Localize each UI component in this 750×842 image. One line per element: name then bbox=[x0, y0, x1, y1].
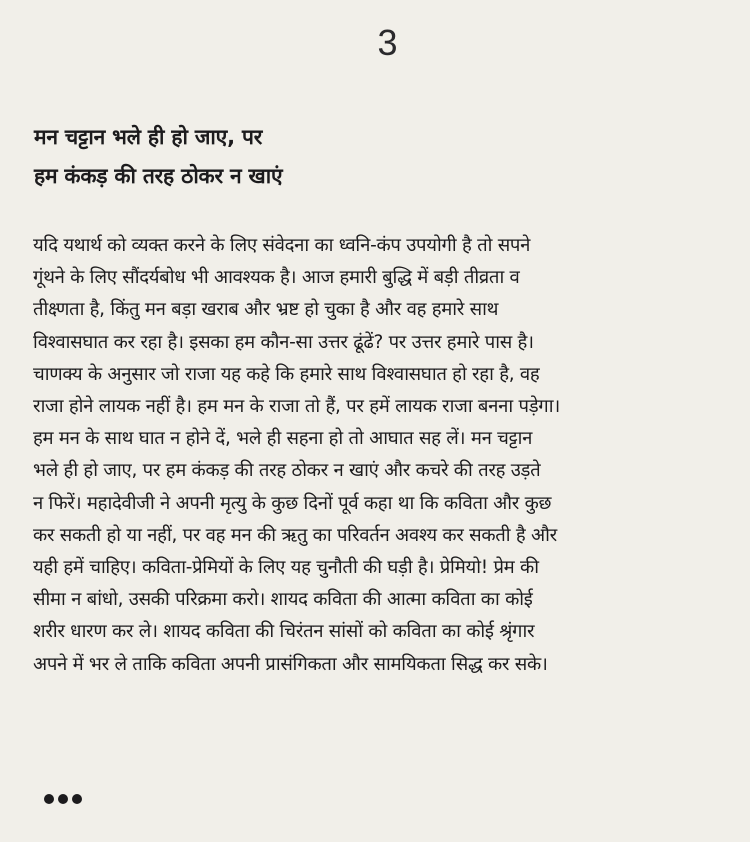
paragraph-line: गूंथने के लिए सौंदर्यबोध भी आवश्यक है। आज हमारी बुद्धि में बड़ी तीव्रता व bbox=[33, 267, 520, 289]
paragraph-line: राजा होने लायक नहीं है। हम मन के राजा तो हैं, पर हमें लायक राजा बनना पड़ेगा। bbox=[33, 396, 560, 418]
paragraph-line: तीक्ष्णता है, किंतु मन बड़ा खराब और भ्रष्ट हो चुका है और वह हमारे साथ bbox=[33, 299, 499, 321]
paragraph-line: कर सकती हो या नहीं, पर वह मन की ऋतु का परिवर्तन अवश्य कर सकती है और bbox=[33, 524, 557, 546]
paragraph-line: हम मन के साथ घात न होने दें, भले ही सहना हो तो आघात सह लें। मन चट्टान bbox=[33, 428, 533, 450]
heading-line: हम कंकड़ की तरह ठोकर न खाएं bbox=[34, 164, 283, 188]
paragraph-line: सीमा न बांधो, उसकी परिक्रमा करो। शायद कविता की आत्मा कविता का कोई bbox=[33, 589, 533, 611]
paragraph-line: न फिरें। महादेवीजी ने अपनी मृत्यु के कुछ दिनों पूर्व कहा था कि कविता और कुछ bbox=[33, 492, 552, 514]
heading-line: मन चट्टान भले ही हो जाए, पर bbox=[34, 125, 263, 149]
paragraph-line: भले ही हो जाए, पर हम कंकड़ की तरह ठोकर न खाएं और कचरे की तरह उड़ते bbox=[33, 460, 541, 482]
chapter-heading bbox=[34, 118, 734, 196]
dot bbox=[58, 794, 68, 804]
paragraph-line: विश्वासघात कर रहा है। इसका हम कौन-सा उत्तर ढूंढें? पर उत्तर हमारे पास है। bbox=[33, 331, 534, 353]
chapter-number: 3 bbox=[377, 22, 398, 63]
paragraph-line: अपने में भर ले ताकि कविता अपनी प्रासंगिकता और सामयिकता सिद्ध कर सके। bbox=[33, 653, 548, 675]
dot bbox=[44, 794, 54, 804]
three-dots-icon bbox=[44, 794, 82, 804]
paragraph-line: यही हमें चाहिए। कविता-प्रेमियों के लिए यह चुनौती की घड़ी है। प्रेमियो! प्रेम की bbox=[33, 557, 539, 579]
paragraph-line: चाणक्य के अनुसार जो राजा यह कहे कि हमारे साथ विश्वासघात हो रहा है, वह bbox=[33, 363, 540, 385]
body-paragraph bbox=[33, 230, 726, 681]
dot bbox=[72, 794, 82, 804]
paragraph-line: यदि यथार्थ को व्यक्त करने के लिए संवेदना का ध्वनि-कंप उपयोगी है तो सपने bbox=[33, 235, 531, 256]
paragraph-line: शरीर धारण कर ले। शायद कविता की चिरंतन सांसों को कविता का कोई श्रृंगार bbox=[33, 621, 535, 643]
